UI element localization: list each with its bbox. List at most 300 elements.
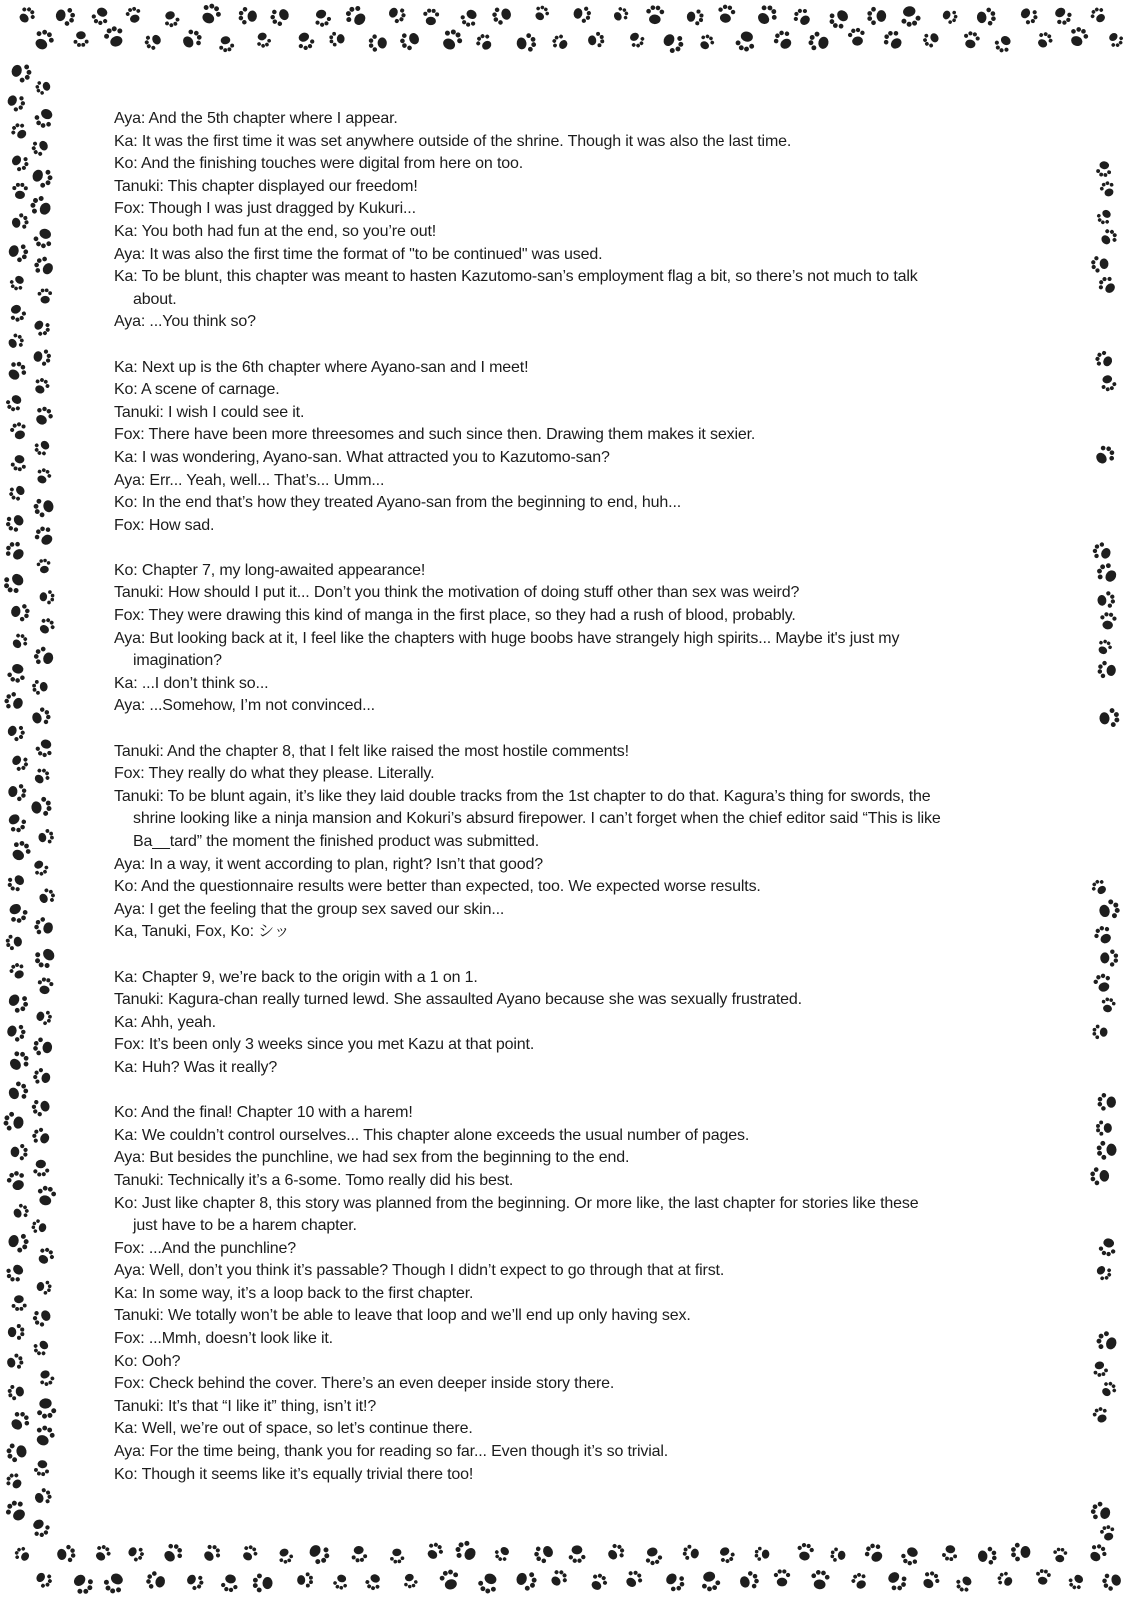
paw-print-icon <box>438 26 465 53</box>
paw-print-icon <box>474 31 496 53</box>
paw-print-icon <box>921 29 941 49</box>
paw-print-icon <box>34 737 56 759</box>
dialogue-section <box>114 108 944 334</box>
paw-print-icon <box>200 1542 223 1565</box>
paw-print-icon <box>532 1542 556 1566</box>
paw-print-icon <box>4 811 29 836</box>
paw-print-icon <box>90 5 112 27</box>
paw-print-icon <box>516 33 537 54</box>
paw-print-icon <box>4 392 26 414</box>
paw-print-icon <box>102 24 127 50</box>
paw-print-icon <box>92 1543 113 1564</box>
dialogue-line: Ka: In some way, it’s a loop back to the first chapter. <box>114 1284 474 1302</box>
paw-print-icon <box>126 1543 146 1563</box>
paw-print-icon <box>899 1544 922 1568</box>
dialogue-line: Ka: I was wondering, Ayano-san. What attracted you to Kazutomo-san? <box>114 448 610 466</box>
paw-print-icon <box>31 766 52 787</box>
paw-print-icon <box>9 421 29 442</box>
dialogue-line: Aya: ...You think so? <box>114 313 256 331</box>
paw-print-icon <box>32 437 53 458</box>
paw-print-icon <box>184 1571 206 1593</box>
paw-print-icon <box>1097 660 1117 679</box>
paw-print-icon <box>312 8 333 29</box>
paw-print-icon <box>1097 591 1116 610</box>
paw-print-icon <box>305 1540 332 1567</box>
dialogue-line: Fox: They really do what they please. Literally. <box>114 765 435 783</box>
paw-print-icon <box>12 1545 32 1565</box>
paw-print-icon <box>3 1470 25 1492</box>
paw-print-icon <box>1095 207 1115 227</box>
paw-print-icon <box>5 990 31 1016</box>
paw-print-icon <box>771 27 796 52</box>
paw-print-icon <box>7 1383 25 1401</box>
paw-print-icon <box>1099 373 1118 392</box>
paw-print-icon <box>9 631 30 652</box>
paw-print-icon <box>1034 30 1055 51</box>
paw-print-icon <box>198 1 224 27</box>
paw-print-icon <box>9 120 30 142</box>
paw-print-icon <box>29 137 50 158</box>
paw-print-icon <box>69 1570 96 1598</box>
paw-print-icon <box>30 1126 52 1148</box>
paw-print-icon <box>12 183 28 199</box>
dialogue-line: Tanuki: I wish I could see it. <box>114 403 305 421</box>
paw-print-icon <box>29 1516 52 1540</box>
paw-print-icon <box>32 376 52 396</box>
paw-print-icon <box>424 1540 446 1562</box>
paw-print-icon <box>953 1573 975 1595</box>
paw-print-icon <box>1011 1543 1031 1562</box>
paw-print-icon <box>142 31 163 52</box>
paw-print-icon <box>36 886 57 907</box>
paw-print-icon <box>179 26 205 52</box>
paw-print-icon <box>8 273 28 293</box>
paw-print-icon <box>0 569 28 597</box>
paw-print-icon <box>342 2 370 30</box>
paw-print-icon <box>30 706 52 728</box>
paw-print-icon <box>1089 877 1109 897</box>
paw-print-icon <box>30 1218 48 1235</box>
paw-print-icon <box>11 1295 27 1311</box>
dialogue-line: Aya: I get the feeling that the group sex saved our skin... <box>114 900 505 918</box>
paw-print-icon <box>1096 161 1112 178</box>
paw-print-icon <box>1092 442 1118 468</box>
paw-print-icon <box>35 1279 52 1296</box>
paw-print-icon <box>1096 274 1119 297</box>
paw-print-icon <box>884 1568 910 1594</box>
paw-print-icon <box>34 466 53 486</box>
paw-print-icon <box>1101 1570 1123 1592</box>
paw-print-icon <box>611 5 630 24</box>
paw-print-icon <box>1093 349 1115 370</box>
paw-print-icon <box>1051 4 1075 28</box>
paw-print-icon <box>32 679 49 695</box>
paw-print-icon <box>39 589 55 604</box>
paw-print-icon <box>5 722 27 743</box>
paw-print-icon <box>6 1048 33 1075</box>
paw-print-icon <box>572 4 592 23</box>
paw-print-icon <box>774 1569 790 1586</box>
dialogue-line: Tanuki: Technically it’s a 6-some. Tomo really did his best. <box>114 1171 514 1189</box>
paw-print-icon <box>10 602 31 622</box>
paw-print-icon <box>826 6 853 33</box>
paw-print-icon <box>438 1568 461 1591</box>
dialogue-line: Aya: Well, don’t you think it’s passable? Though I didn’t expect to go through that at first. <box>114 1262 725 1280</box>
dialogue-line: Fox: It’s been only 3 weeks since you met Kazu at that point. <box>114 1036 535 1054</box>
paw-print-icon <box>588 1571 610 1593</box>
section-gap <box>114 1080 944 1103</box>
paw-print-icon <box>1097 898 1121 922</box>
paw-print-icon <box>329 31 345 46</box>
paw-print-icon <box>30 165 55 190</box>
section-gap <box>114 718 944 741</box>
paw-print-icon <box>10 1144 28 1161</box>
paw-print-icon <box>10 454 28 472</box>
paw-print-icon <box>622 1568 645 1591</box>
paw-print-icon <box>977 1546 997 1565</box>
transcript <box>114 108 944 1486</box>
dialogue-line: Fox: ...And the punchline? <box>114 1239 296 1257</box>
paw-print-icon <box>867 7 886 25</box>
paw-print-icon <box>6 1079 31 1104</box>
paw-print-icon <box>1095 638 1114 657</box>
paw-print-icon <box>941 1544 958 1561</box>
section-gap <box>114 537 944 560</box>
paw-print-icon <box>238 7 257 25</box>
dialogue-line: Tanuki: Kagura-chan really turned lewd. She assaulted Ayano because she was sexually frustrated. <box>114 991 802 1009</box>
paw-print-icon <box>10 212 30 231</box>
paw-print-icon <box>160 1540 186 1566</box>
paw-print-icon <box>31 226 55 250</box>
paw-print-icon <box>1066 1571 1087 1592</box>
paw-print-icon <box>217 35 235 53</box>
paw-print-icon <box>386 4 408 26</box>
paw-print-icon <box>32 1037 53 1057</box>
paw-print-icon <box>34 79 52 96</box>
paw-print-icon <box>476 1570 501 1596</box>
paw-print-icon <box>32 348 52 367</box>
paw-print-icon <box>31 254 56 279</box>
section-gap <box>114 944 944 967</box>
paw-print-icon <box>1099 708 1120 729</box>
paw-print-icon <box>5 1021 27 1043</box>
paw-print-icon <box>1092 923 1116 947</box>
paw-print-icon <box>1092 1360 1109 1378</box>
paw-print-icon <box>16 4 38 26</box>
dialogue-line: Tanuki: This chapter displayed our freedom! <box>114 177 418 195</box>
paw-print-icon <box>32 523 57 548</box>
paw-print-icon <box>1098 180 1117 199</box>
paw-print-icon <box>30 796 52 818</box>
dialogue-line: Fox: Check behind the cover. There’s an even deeper inside story there. <box>114 1375 615 1393</box>
paw-print-icon <box>11 1202 31 1222</box>
dialogue-line: Aya: And the 5th chapter where I appear. <box>114 110 398 127</box>
paw-print-icon <box>32 496 55 519</box>
dialogue-line: Ka: We couldn’t control ourselves... This chapter alone exceeds the usual number of pages. <box>114 1126 750 1144</box>
paw-print-icon <box>880 27 906 53</box>
paw-print-icon <box>33 1569 54 1590</box>
paw-print-icon <box>686 8 704 26</box>
paw-print-icon <box>36 616 57 637</box>
paw-print-icon <box>4 358 29 383</box>
section-gap <box>114 334 944 357</box>
paw-print-icon <box>452 1538 479 1565</box>
paw-print-icon <box>2 690 26 713</box>
paw-print-icon <box>332 1573 349 1591</box>
paw-print-icon <box>734 29 757 53</box>
paw-print-icon <box>1106 30 1126 50</box>
paw-print-icon <box>1093 1262 1114 1282</box>
dialogue-line: Ka: Well, we’re out of space, so let’s continue there. <box>114 1420 473 1438</box>
paw-print-icon <box>3 511 27 535</box>
paw-print-icon <box>754 1547 769 1562</box>
dialogue-line: Ko: Chapter 7, my long-awaited appearance! <box>114 561 426 579</box>
paw-print-icon <box>716 1544 737 1565</box>
paw-print-icon <box>682 1544 700 1562</box>
paw-print-icon <box>31 317 53 339</box>
paw-print-icon <box>6 1231 30 1255</box>
paw-print-icon <box>1094 1329 1119 1354</box>
paw-print-icon <box>145 1570 167 1592</box>
paw-print-icon <box>5 934 23 951</box>
paw-print-icon <box>7 482 28 503</box>
paw-print-icon <box>101 1570 128 1597</box>
dialogue-line: Ka: Ahh, yeah. <box>114 1013 216 1031</box>
dialogue-line: Fox: Though I was just dragged by Kukuri... <box>114 200 416 218</box>
paw-print-icon <box>33 916 56 938</box>
paw-print-icon <box>31 27 57 53</box>
paw-print-icon <box>847 27 867 47</box>
dialogue-line: Ko: Though it seems like it’s equally trivial there too! <box>114 1465 474 1483</box>
dialogue-line: Tanuki: And the chapter 8, that I felt like raised the most hostile comments! <box>114 742 629 760</box>
paw-print-icon <box>491 4 513 26</box>
paw-print-icon <box>56 1544 76 1563</box>
dialogue-line: Tanuki: We totally won’t be able to leave that loop and we’ll end up only having sex. <box>114 1307 691 1325</box>
paw-print-icon <box>810 1569 830 1590</box>
paw-print-icon <box>37 828 55 845</box>
paw-print-icon <box>2 1111 25 1133</box>
dialogue-line: Ka: You both had fun at the end, so you’re out! <box>114 222 437 240</box>
paw-print-icon <box>1017 4 1040 27</box>
paw-print-icon <box>124 6 143 25</box>
paw-print-icon <box>220 1573 239 1593</box>
dialogue-line: Ko: A scene of carnage. <box>114 381 280 399</box>
paw-print-icon <box>492 1544 512 1564</box>
dialogue-line: Tanuki: To be blunt again, it’s like they laid double tracks from the 1st chapter to do that. Kagura’s thing for swords, the shrine looking like a ninja mansion and Kokuri’s absurd firepower. I can’t forget when the chief editor said “This is like Ba__tard” the moment the finished product was submitted. <box>114 787 941 850</box>
paw-print-icon <box>1089 1500 1113 1524</box>
paw-print-icon <box>1099 612 1117 631</box>
paw-print-icon <box>1099 1379 1119 1399</box>
paw-print-icon <box>1053 1547 1068 1563</box>
paw-print-icon <box>30 1097 51 1118</box>
paw-print-icon <box>738 1569 761 1591</box>
paw-print-icon <box>36 558 52 574</box>
paw-print-icon <box>9 60 34 84</box>
paw-print-icon <box>253 1573 273 1592</box>
paw-print-icon <box>30 1306 53 1329</box>
paw-print-icon <box>605 1541 627 1563</box>
paw-print-icon <box>33 1459 50 1477</box>
paw-print-icon <box>940 7 959 25</box>
dialogue-line: Ka, Tanuki, Fox, Ko: シッ <box>114 923 290 941</box>
paw-print-icon <box>1091 255 1110 273</box>
paw-print-icon <box>254 31 272 49</box>
paw-print-icon <box>268 5 292 29</box>
dialogue-section <box>114 967 944 1080</box>
paw-print-icon <box>1098 1237 1118 1258</box>
paw-print-icon <box>643 1546 663 1567</box>
dialogue-line: Aya: For the time being, thank you for reading so far... Even though it’s so trivial. <box>114 1443 669 1461</box>
paw-print-icon <box>514 1568 539 1592</box>
paw-print-icon <box>899 4 922 28</box>
paw-print-icon <box>390 1548 405 1564</box>
paw-print-icon <box>3 1261 27 1285</box>
paw-print-icon <box>753 2 780 29</box>
dialogue-line: Ko: And the finishing touches were digital from here on too. <box>114 155 524 173</box>
paw-print-icon <box>3 1497 30 1524</box>
paw-print-icon <box>1092 1025 1107 1040</box>
dialogue-line: Aya: ...Somehow, I’m not convinced... <box>114 697 375 715</box>
dialogue-line: Aya: But looking back at it, I feel like the chapters with huge boobs have strangely high spirits... Maybe it's just my imagination? <box>114 629 900 670</box>
paw-print-icon <box>8 961 28 981</box>
paw-print-icon <box>849 1571 869 1592</box>
paw-print-icon <box>1097 1093 1116 1111</box>
paw-print-icon <box>297 1572 313 1588</box>
dialogue-line: Aya: In a way, it went according to plan, right? Isn’t that good? <box>114 855 544 873</box>
paw-print-icon <box>295 30 317 52</box>
dialogue-line: Tanuki: How should I put it... Don’t you think the motivation of doing stuff other than sex was weird? <box>114 584 800 602</box>
paw-print-icon <box>2 538 28 564</box>
paw-print-icon <box>995 1569 1015 1589</box>
paw-print-icon <box>6 331 26 351</box>
paw-print-icon <box>27 193 54 219</box>
paw-print-icon <box>568 1545 585 1563</box>
paw-print-icon <box>32 1066 53 1086</box>
paw-print-icon <box>550 32 571 53</box>
paw-print-icon <box>791 6 814 29</box>
paw-print-icon <box>37 1368 56 1388</box>
paw-print-icon <box>73 31 88 47</box>
paw-print-icon <box>646 5 665 25</box>
paw-print-icon <box>807 30 830 53</box>
paw-print-icon <box>699 1570 722 1593</box>
paw-print-icon <box>8 838 34 864</box>
paw-print-icon <box>31 858 51 878</box>
paw-print-icon <box>458 6 481 29</box>
dialogue-line: Ko: And the questionnaire results were better than expected, too. We expected worse results. <box>114 878 761 896</box>
paw-print-icon <box>5 1441 28 1463</box>
dialogue-line: Ka: Huh? Was it really? <box>114 1058 278 1076</box>
paw-print-icon <box>626 30 646 51</box>
paw-print-icon <box>1088 5 1108 26</box>
dialogue-section <box>114 741 944 944</box>
dialogue-line: Fox: How sad. <box>114 516 215 534</box>
paw-print-icon <box>1035 1569 1051 1586</box>
paw-print-icon <box>976 7 996 27</box>
paw-print-icon <box>662 1569 688 1595</box>
paw-print-icon <box>32 1423 57 1448</box>
dialogue-section <box>114 1102 944 1486</box>
paw-print-icon <box>1098 226 1120 248</box>
paw-print-icon <box>8 1324 25 1340</box>
paw-print-icon <box>5 871 28 894</box>
paw-print-icon <box>5 1169 28 1193</box>
paw-print-icon <box>1090 1167 1110 1186</box>
dialogue-line: Ko: And the final! Chapter 10 with a harem! <box>114 1104 413 1122</box>
paw-print-icon <box>402 1572 419 1589</box>
paw-print-icon <box>7 241 30 264</box>
dialogue-line: Fox: ...Mmh, doesn’t look like it. <box>114 1330 333 1348</box>
dialogue-line: Fox: There have been more threesomes and such since then. Drawing them makes it sexier. <box>114 426 756 444</box>
paw-print-icon <box>919 1568 942 1591</box>
paw-print-icon <box>830 1547 846 1563</box>
dialogue-line: Ka: To be blunt, this chapter was meant to hasten Kazutomo-san’s employment flag a bit, so there’s not much to talk about. <box>114 268 918 308</box>
paw-print-icon <box>697 32 717 52</box>
paw-print-icon <box>992 32 1015 55</box>
dialogue-line: Fox: They were drawing this kind of manga in the first place, so they had a rush of blood, probably. <box>114 607 796 625</box>
paw-print-icon <box>54 5 76 27</box>
paw-print-icon <box>1099 1524 1117 1542</box>
paw-print-icon <box>9 752 31 774</box>
paw-print-icon <box>363 1572 383 1593</box>
paw-print-icon <box>587 31 605 48</box>
dialogue-line: Aya: It was also the first time the format of "to be continued" was used. <box>114 245 603 263</box>
paw-print-icon <box>36 977 54 996</box>
paw-print-icon <box>1091 1405 1110 1424</box>
dialogue-section <box>114 357 944 538</box>
paw-print-icon <box>7 782 27 801</box>
paw-print-icon <box>1086 1541 1109 1564</box>
paw-print-icon <box>796 1542 815 1562</box>
paw-print-icon <box>33 1487 54 1507</box>
paw-print-icon <box>1092 972 1113 994</box>
paw-print-icon <box>162 9 182 29</box>
dialogue-line: Ko: In the end that’s how they treated Ayano-san from the beginning to end, huh... <box>114 494 682 512</box>
paw-print-icon <box>9 151 32 174</box>
paw-print-icon <box>7 1408 33 1434</box>
paw-print-icon <box>716 3 736 24</box>
paw-print-icon <box>369 34 387 52</box>
paw-print-icon <box>37 288 52 304</box>
paw-print-icon <box>6 1352 25 1371</box>
paw-print-icon <box>35 1397 57 1419</box>
paw-print-icon <box>532 3 551 22</box>
paw-print-icon <box>31 1337 52 1358</box>
paw-print-icon <box>1094 560 1121 587</box>
dialogue-line: Aya: But besides the punchline, we had sex from the beginning to the end. <box>114 1149 630 1167</box>
paw-print-icon <box>962 30 981 50</box>
paw-print-icon <box>398 29 422 53</box>
dialogue-line: Ka: Chapter 9, we’re back to the origin with a 1 on 1. <box>114 968 478 986</box>
dialogue-line: Tanuki: It’s that “I like it” thing, isn’t it!? <box>114 1397 377 1415</box>
paw-print-icon <box>31 944 59 972</box>
paw-print-icon <box>1096 1140 1117 1160</box>
paw-print-icon <box>548 1567 570 1589</box>
paw-print-icon <box>1090 540 1113 563</box>
paw-print-icon <box>35 1245 57 1267</box>
dialogue-line: Ka: It was the first time it was set anywhere outside of the shrine. Though it was also the last time. <box>114 132 792 150</box>
dialogue-line: Aya: Err... Yeah, well... That’s... Umm... <box>114 471 385 489</box>
paw-print-icon <box>862 1540 887 1565</box>
paw-print-icon <box>351 1545 368 1563</box>
paw-print-icon <box>1100 949 1118 966</box>
paw-print-icon <box>1096 1120 1112 1136</box>
paw-print-icon <box>32 105 57 130</box>
paw-print-icon <box>32 404 56 428</box>
paw-print-icon <box>276 1546 295 1565</box>
paw-print-icon <box>5 900 30 926</box>
paw-print-icon <box>32 645 56 669</box>
